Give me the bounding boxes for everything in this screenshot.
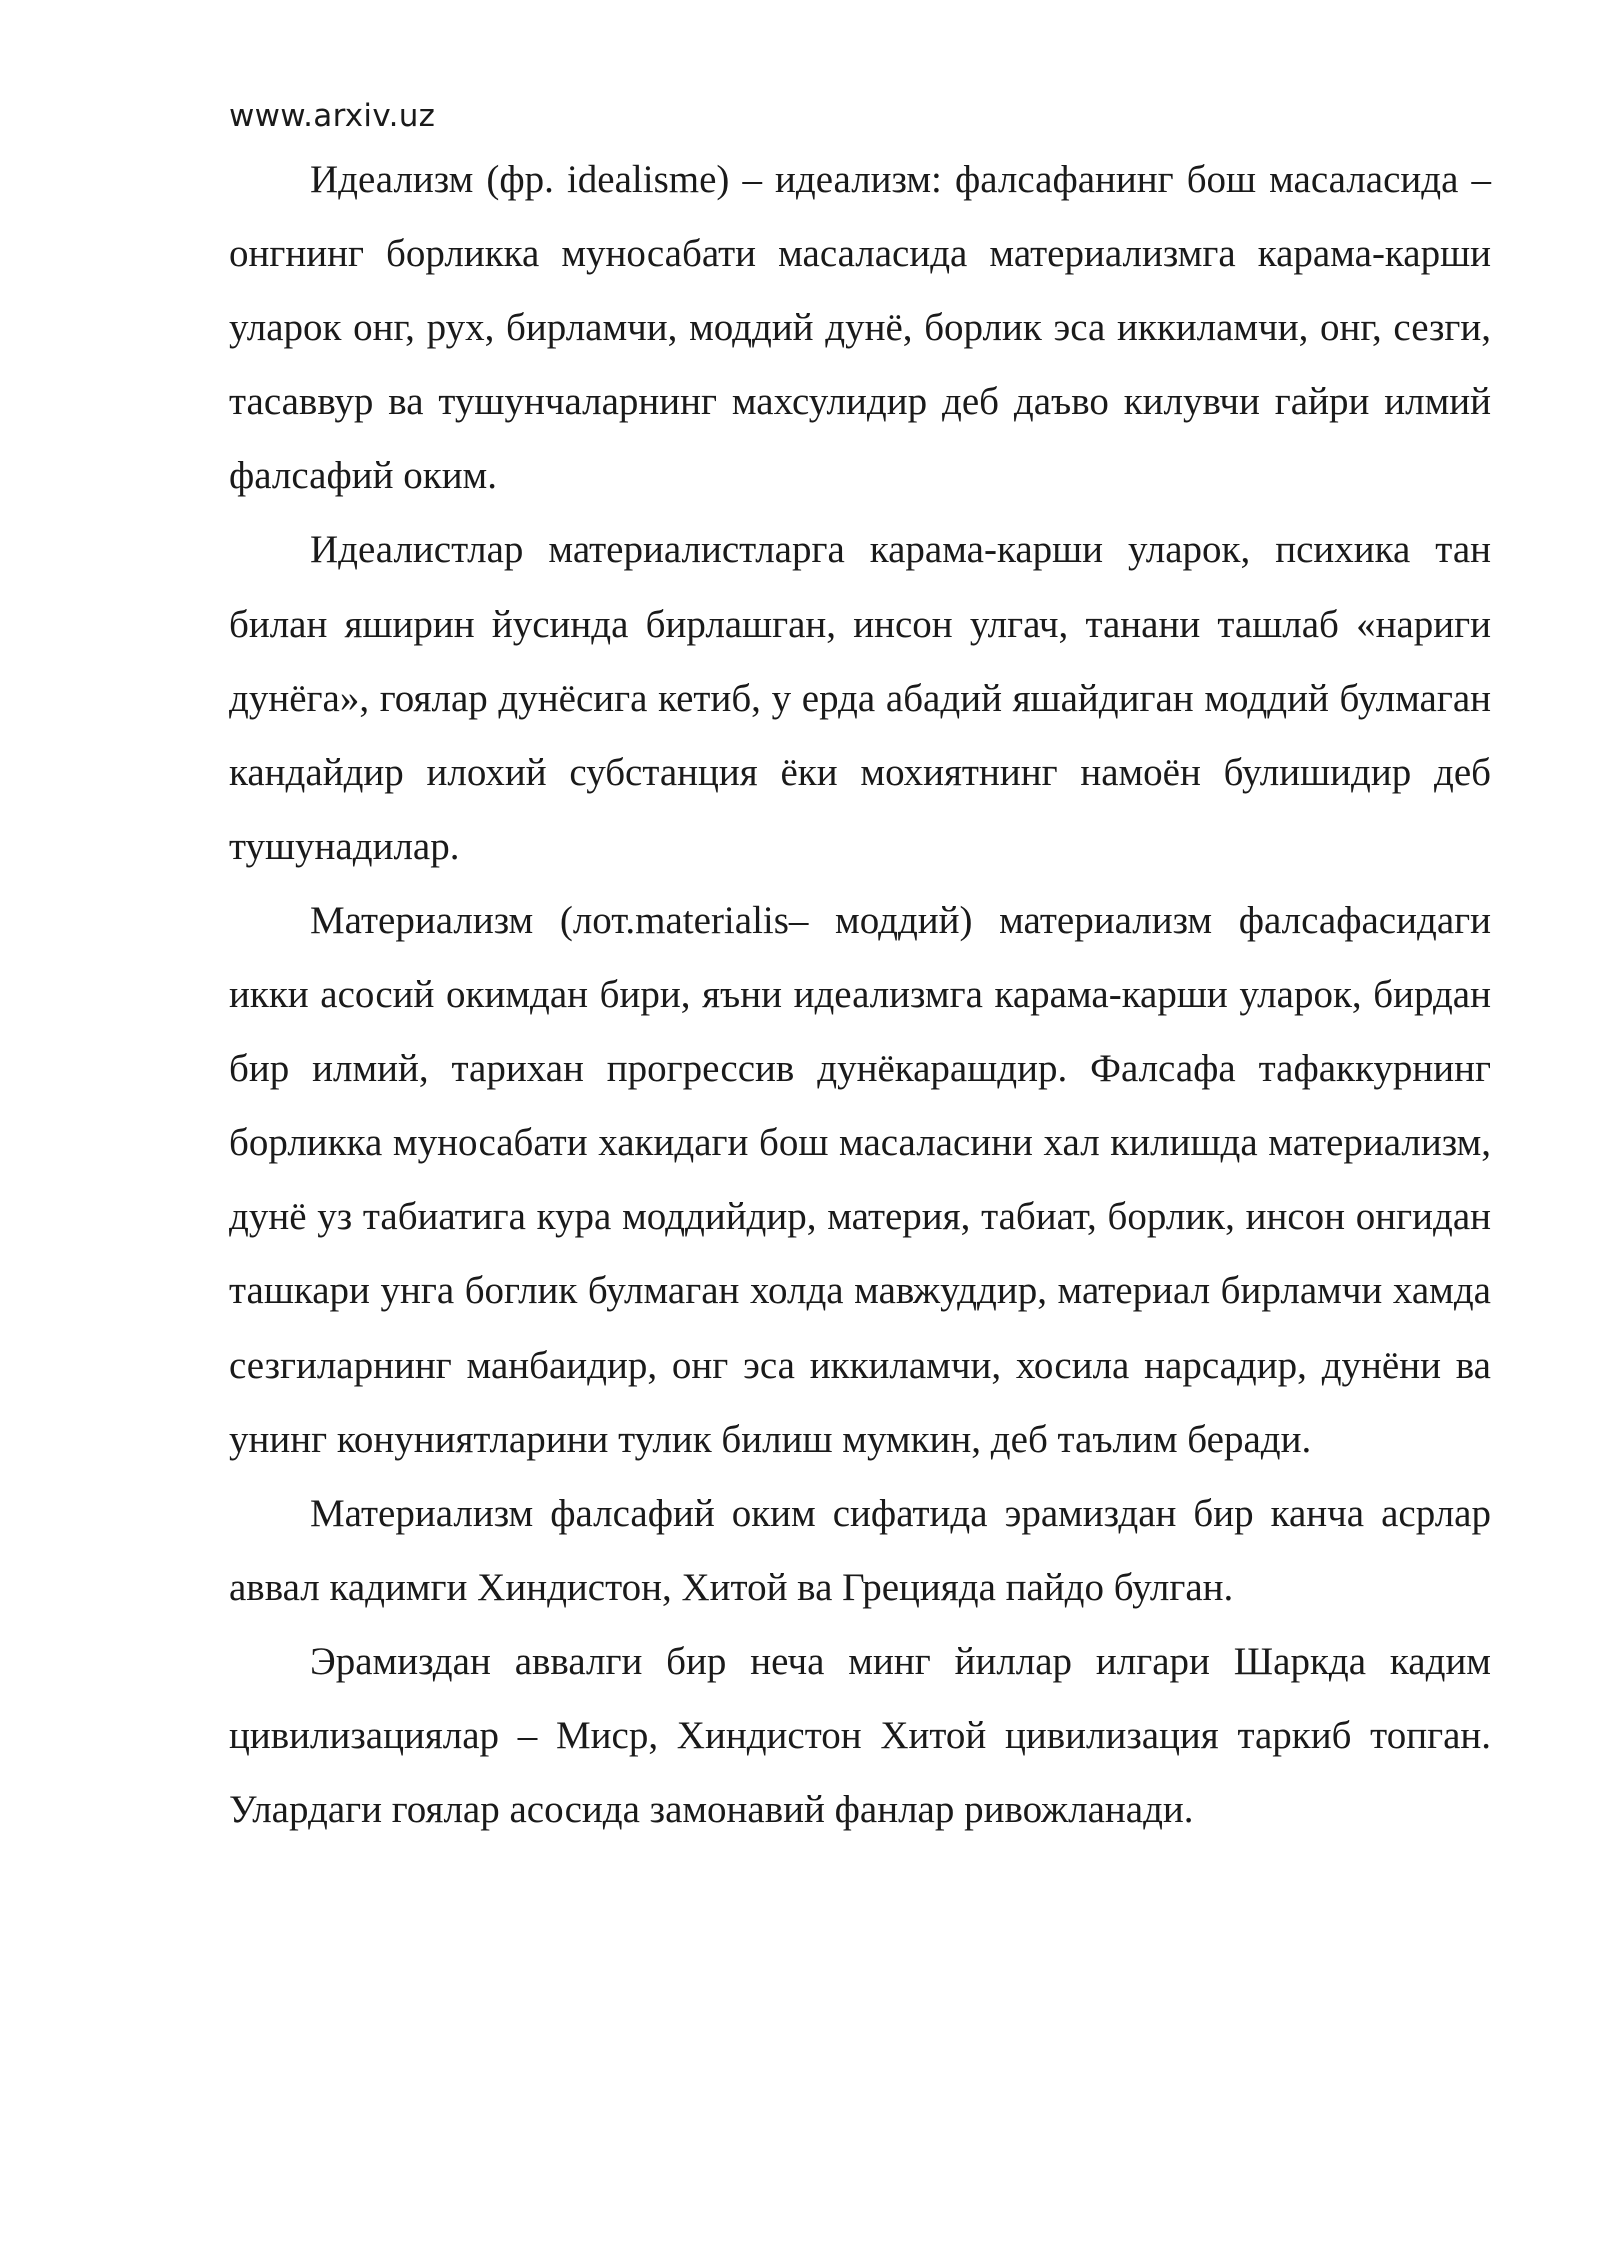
paragraph-eastern-civilizations: Эрамиздан аввалги бир неча минг йиллар илгари Шаркда кадим цивилизациялар – Миср, Хиндистон Хитой цивилизация таркиб топган. Улардаги гоялар асосида замонавий фанлар ривожланади. xyxy=(229,1639,1491,1832)
paragraph-idealists: Идеалистлар материалистларга карама-карши уларок, психика тан билан яширин йусинда бирлашган, инсон улгач, танани ташлаб «нариги дунёга», гоялар дунёсига кетиб, у ерда абадий яшайдиган моддий булмаган кандайдир илохий субстанция ёки мохиятнинг намоён булишидир деб тушунадилар. xyxy=(229,528,1491,868)
site-watermark: www.arxiv.uz xyxy=(229,98,436,134)
paragraph-idealism: Идеализм (фр. idealisme) – идеализм: фалсафанинг бош масаласида – онгнинг борликка муносабати масаласида материализмга карама-карши уларок онг, рух, бирламчи, моддий дунё, борлик эса иккиламчи, онг, сезги, тасаввур ва тушунчаларнинг махсулидир деб даъво килувчи гайри илмий фалсафий оким. xyxy=(229,158,1491,498)
document-body xyxy=(229,143,1491,1847)
paragraph-materialism: Материализм (лот.materialis– моддий) материализм фалсафасидаги икки асосий окимдан бири, яъни идеализмга карама-карши уларок, бирдан бир илмий, тарихан прогрессив дунёкарашдир. Фалсафа тафаккурнинг борликка муносабати хакидаги бош масаласини хал килишда материализм, дунё уз табиатига кура моддийдир, материя, табиат, борлик, инсон онгидан ташкари унга боглик булмаган холда мавжуддир, материал бирламчи хамда сезгиларнинг манбаидир, онг эса иккиламчи, хосила нарсадир, дунёни ва унинг конуниятларини тулик билиш мумкин, деб таълим беради. xyxy=(229,898,1491,1461)
paragraph-materialism-origin: Материализм фалсафий оким сифатида эрамиздан бир канча асрлар аввал кадимги Хиндистон, Хитой ва Грецияда пайдо булган. xyxy=(229,1491,1491,1609)
